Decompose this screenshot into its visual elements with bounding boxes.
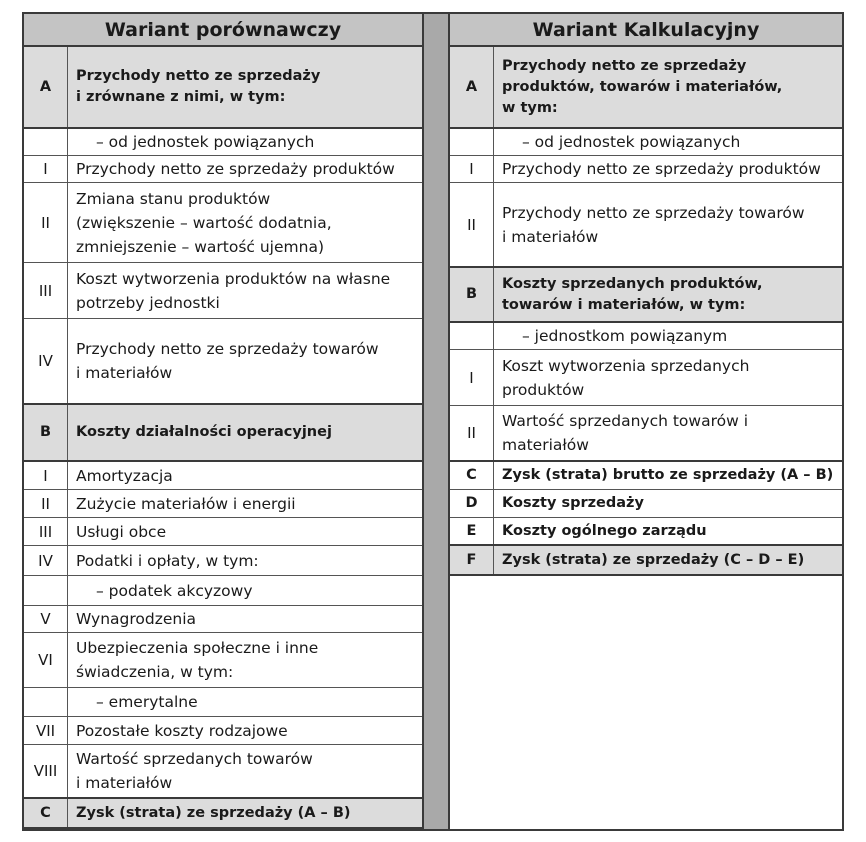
row-label: Przychody netto ze sprzedaży produktów: [502, 160, 821, 178]
row-label: – jednostkom powiązanym: [522, 327, 728, 345]
row-label: Koszty działalności operacyjnej: [76, 424, 332, 440]
row-label: Koszt wytworzenia produktów na własne potrzeby jednostki: [76, 269, 391, 312]
row-number: [24, 688, 68, 716]
row-label: Wartość sprzedanych towarów i materiałów: [502, 412, 749, 454]
calculation-variant-table: [448, 12, 844, 831]
row-number: F: [450, 546, 494, 574]
row-number: [450, 323, 494, 349]
left-table-row: [24, 405, 422, 462]
left-table-row: [24, 462, 422, 490]
row-number: [24, 576, 68, 605]
row-label: Przychody netto ze sprzedaży produktów: [76, 160, 395, 178]
row-number: VIII: [24, 745, 68, 797]
left-table-row: [24, 633, 422, 688]
left-table-row: [24, 518, 422, 546]
left-table-row: [24, 688, 422, 717]
right-table-row: [450, 268, 842, 323]
right-table-row: [450, 406, 842, 462]
right-table-row: [450, 323, 842, 350]
left-table-row: [24, 606, 422, 633]
right-table-row: [450, 47, 842, 129]
column-divider: [424, 12, 448, 831]
left-table-row: [24, 576, 422, 606]
row-number: IV: [24, 319, 68, 403]
left-table-row: [24, 129, 422, 156]
row-number: I: [450, 350, 494, 405]
row-label: Koszty ogólnego zarządu: [502, 522, 707, 539]
row-label: Zysk (strata) ze sprzedaży (C – D – E): [502, 551, 805, 568]
row-number: VI: [24, 633, 68, 687]
row-label: Usługi obce: [76, 522, 167, 541]
row-number: C: [450, 462, 494, 489]
row-number: [24, 129, 68, 155]
row-label: Zysk (strata) ze sprzedaży (A – B): [76, 804, 351, 821]
row-label: Wartość sprzedanych towarów i materiałów: [76, 750, 313, 792]
row-label: Wynagrodzenia: [76, 610, 197, 628]
row-label: Przychody netto ze sprzedaży produktów, towarów i materiałów, w tym:: [502, 57, 783, 116]
row-label: Amortyzacja: [76, 466, 173, 485]
row-label: Zysk (strata) brutto ze sprzedaży (A – B): [502, 467, 834, 483]
row-number: A: [24, 47, 68, 127]
row-number: III: [24, 518, 68, 545]
right-table-row: [450, 350, 842, 406]
row-number: C: [24, 799, 68, 827]
row-number: A: [450, 47, 494, 127]
row-number: VII: [24, 717, 68, 744]
row-number: I: [450, 156, 494, 182]
row-label: Przychody netto ze sprzedaży towarów i materiałów: [502, 203, 805, 246]
row-label: Zmiana stanu produktów (zwiększenie – wartość dodatnia, zmniejszenie – wartość ujemna): [76, 189, 332, 256]
row-number: B: [24, 405, 68, 460]
left-table-row: [24, 745, 422, 799]
right-table-row: [450, 183, 842, 268]
row-label: Pozostałe koszty rodzajowe: [76, 721, 288, 740]
right-table-row: [450, 129, 842, 156]
row-label: – emerytalne: [96, 693, 198, 711]
row-number: II: [450, 406, 494, 460]
calculation-variant-title: Wariant Kalkulacyjny: [450, 14, 842, 47]
left-table-row: [24, 717, 422, 745]
row-number: E: [450, 518, 494, 544]
right-table-row: [450, 490, 842, 518]
row-label: Zużycie materiałów i energii: [76, 494, 296, 513]
row-number: I: [24, 462, 68, 489]
left-table-row: [24, 546, 422, 576]
row-label: – podatek akcyzowy: [96, 581, 253, 600]
row-number: II: [450, 183, 494, 266]
row-label: Podatki i opłaty, w tym:: [76, 551, 259, 570]
row-number: I: [24, 156, 68, 182]
row-number: D: [450, 490, 494, 517]
row-label: Przychody netto ze sprzedaży i zrównane z nimi, w tym:: [76, 68, 321, 105]
row-label: Ubezpieczenia społeczne i inne świadczenia, w tym:: [76, 639, 319, 681]
row-label: Przychody netto ze sprzedaży towarów i materiałów: [76, 340, 379, 382]
right-table-row: [450, 462, 842, 490]
row-number: V: [24, 606, 68, 632]
row-number: II: [24, 183, 68, 262]
row-label: Koszt wytworzenia sprzedanych produktów: [502, 356, 750, 399]
row-number: III: [24, 263, 68, 318]
left-table-row: [24, 156, 422, 183]
row-number: [450, 129, 494, 155]
right-table-row: [450, 518, 842, 546]
row-label: Koszty sprzedaży: [502, 495, 644, 511]
left-table-row: [24, 47, 422, 129]
right-table-row: [450, 156, 842, 183]
row-label: – od jednostek powiązanych: [522, 133, 741, 151]
row-number: IV: [24, 546, 68, 575]
comparative-variant-title: Wariant porównawczy: [24, 14, 422, 47]
left-table-row: [24, 183, 422, 263]
left-table-row: [24, 319, 422, 405]
row-label: Koszty sprzedanych produktów, towarów i materiałów, w tym:: [502, 275, 763, 313]
left-table-row: [24, 490, 422, 518]
row-number: B: [450, 268, 494, 321]
row-label: – od jednostek powiązanych: [96, 133, 315, 151]
comparative-variant-table: [22, 12, 424, 831]
left-table-row: [24, 799, 422, 829]
left-table-row: [24, 263, 422, 319]
right-table-row: [450, 546, 842, 576]
row-number: II: [24, 490, 68, 517]
